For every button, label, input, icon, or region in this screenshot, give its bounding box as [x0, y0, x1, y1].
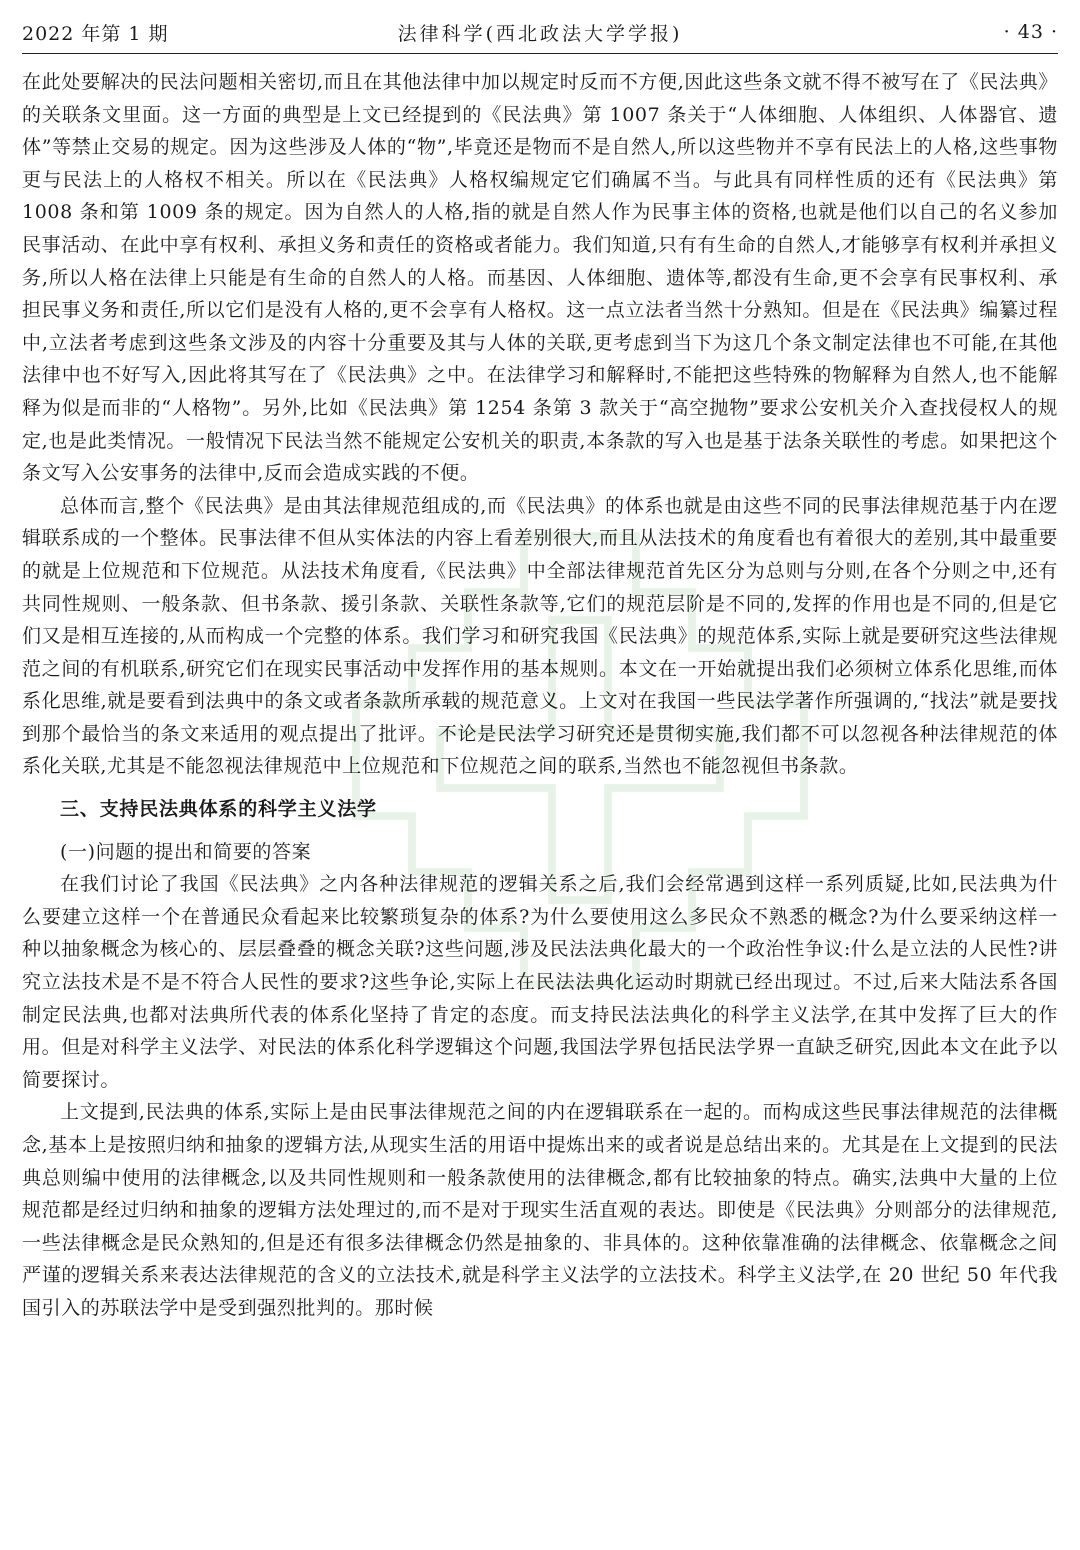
header-rule: [22, 53, 1058, 54]
paragraph: 总体而言,整个《民法典》是由其法律规范组成的,而《民法典》的体系也就是由这些不同的民事法律规范基于内在逻辑联系成的一个整体。民事法律不但从实体法的内容上看差别很大,而且从法技术的角度看也有着很大的差别,其中最重要的就是上位规范和下位规范。从法技术角度看,《民法典》中全部法律规范首先区分为总则与分则,在各个分则之中,还有共同性规则、一般条款、但书条款、援引条款、关联性条款等,它们的规范层阶是不同的,发挥的作用也是不同的,但是它们又是相互连接的,从而构成一个完整的体系。我们学习和研究我国《民法典》的规范体系,实际上就是要研究这些法律规范之间的有机联系,研究它们在现实民事活动中发挥作用的基本规则。本文在一开始就提出我们必须树立体系化思维,而体系化思维,就是要看到法典中的条文或者条款所承载的规范意义。上文对在我国一些民法学著作所强调的,“找法”就是要找到那个最恰当的条文来适用的观点提出了批评。不论是民法学习研究还是贯彻实施,我们都不可以忽视各种法律规范的体系化关联,尤其是不能忽视法律规范中上位规范和下位规范之间的联系,当然也不能忽视但书条款。: [22, 494, 1058, 778]
article-body: [22, 66, 1058, 1325]
subsection-heading: (一)问题的提出和简要的答案: [60, 840, 312, 863]
issue-label: 2022 年第 1 期: [22, 22, 169, 45]
journal-title: 法律科学(西北政法大学学报): [397, 22, 683, 45]
paragraph: 在此处要解决的民法问题相关密切,而且在其他法律中加以规定时反而不方便,因此这些条文就不得不被写在了《民法典》的关联条文里面。这一方面的典型是上文已经提到的《民法典》第 1007 条关于“人体细胞、人体组织、人体器官、遗体”等禁止交易的规定。因为这些涉及人体的“物”,毕竟还是物而不是自然人,所以这些物并不享有民法上的人格,这些事物更与民法上的人格权不相关。所以在《民法典》人格权编规定它们确属不当。与此具有同样性质的还有《民法典》第 1008 条和第 1009 条的规定。因为自然人的人格,指的就是自然人作为民事主体的资格,也就是他们以自己的名义参加民事活动、在此中享有权利、承担义务和责任的资格或者能力。我们知道,只有有生命的自然人,才能够享有权利并承担义务,所以人格在法律上只能是有生命的自然人的人格。而基因、人体细胞、遗体等,都没有生命,更不会享有民事权利、承担民事义务和责任,所以它们是没有人格的,更不会享有人格权。这一点立法者当然十分熟知。但是在《民法典》编纂过程中,立法者考虑到这些条文涉及的内容十分重要及其与人体的关联,更考虑到当下为这几个条文制定法律也不可能,在其他法律中也不好写入,因此将其写在了《民法典》之中。在法律学习和解释时,不能把这些特殊的物解释为自然人,也不能解释为似是而非的“人格物”。另外,比如《民法典》第 1254 条第 3 款关于“高空抛物”要求公安机关介入查找侵权人的规定,也是此类情况。一般情况下民法当然不能规定公安机关的职责,本条款的写入也是基于法条关联性的考虑。如果把这个条文写入公安事务的法律中,反而会造成实践的不便。: [22, 71, 1058, 485]
running-header: [22, 14, 1058, 50]
page-number: · 43 ·: [1003, 21, 1058, 43]
paragraph: 在我们讨论了我国《民法典》之内各种法律规范的逻辑关系之后,我们会经常遇到这样一系列质疑,比如,民法典为什么要建立这样一个在普通民众看起来比较繁琐复杂的体系?为什么要使用这么多民众不熟悉的概念?为什么要采纳这样一种以抽象概念为核心的、层层叠叠的概念关联?这些问题,涉及民法法典化最大的一个政治性争议:什么是立法的人民性?讲究立法技术是不是不符合人民性的要求?这些争论,实际上在民法法典化运动时期就已经出现过。不过,后来大陆法系各国制定民法典,也都对法典所代表的体系化坚持了肯定的态度。而支持民法法典化的科学主义法学,在其中发挥了巨大的作用。但是对科学主义法学、对民法的体系化科学逻辑这个问题,我国法学界包括民法学界一直缺乏研究,因此本文在此予以简要探讨。: [22, 873, 1058, 1091]
section-heading: 三、支持民法典体系的科学主义法学: [60, 798, 377, 821]
paragraph: 上文提到,民法典的体系,实际上是由民事法律规范之间的内在逻辑联系在一起的。而构成这些民事法律规范的法律概念,基本上是按照归纳和抽象的逻辑方法,从现实生活的用语中提炼出来的或者说是总结出来的。尤其是在上文提到的民法典总则编中使用的法律概念,以及共同性规则和一般条款使用的法律概念,都有比较抽象的特点。确实,法典中大量的上位规范都是经过归纳和抽象的逻辑方法处理过的,而不是对于现实生活直观的表达。即使是《民法典》分则部分的法律规范,一些法律概念是民众熟知的,但是还有很多法律概念仍然是抽象的、非具体的。这种依靠准确的法律概念、依靠概念之间严谨的逻辑关系来表达法律规范的含义的立法技术,就是科学主义法学的立法技术。科学主义法学,在 20 世纪 50 年代我国引入的苏联法学中是受到强烈批判的。那时候: [22, 1101, 1058, 1319]
